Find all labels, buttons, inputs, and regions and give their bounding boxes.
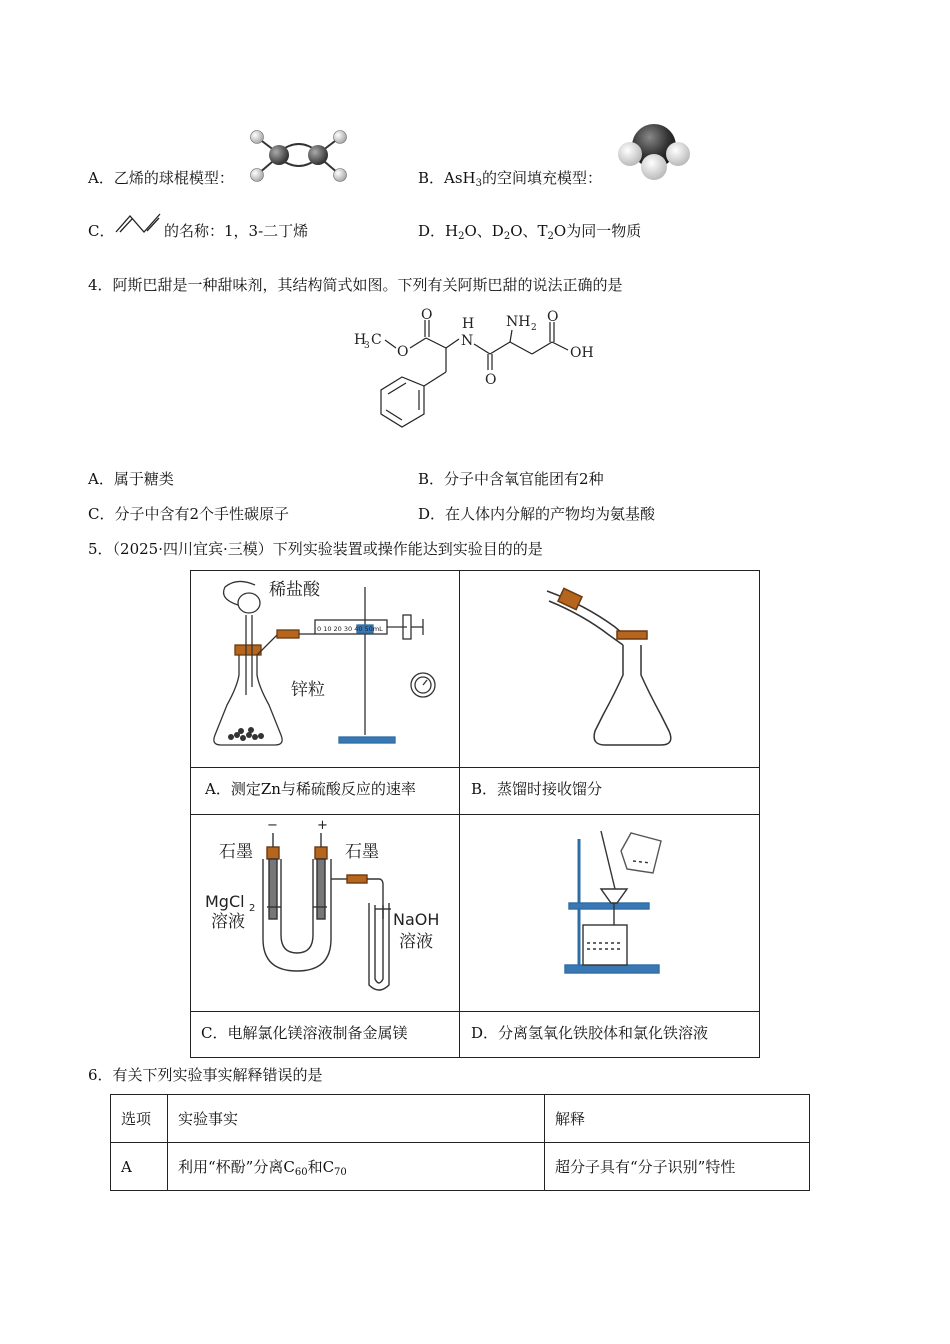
- svg-text:C: C: [371, 332, 382, 348]
- q3-option-c: C．: [88, 222, 115, 240]
- panel-c-electrolysis-apparatus: [197, 819, 455, 1007]
- svg-text:2: 2: [531, 323, 537, 333]
- aspartame-structure: [352, 306, 612, 434]
- svg-text:O: O: [485, 372, 497, 388]
- svg-text:OH: OH: [570, 345, 594, 361]
- svg-text:锌粒: 锌粒: [291, 680, 325, 700]
- svg-text:2: 2: [249, 903, 256, 914]
- table-header-cell: 解释: [545, 1095, 810, 1143]
- svg-text:−: −: [267, 819, 278, 833]
- svg-text:O: O: [421, 307, 433, 323]
- caption-a: A．测定Zn与稀硫酸反应的速率: [205, 780, 416, 798]
- q6-stem: 6．有关下列实验事实解释错误的是: [88, 1066, 323, 1084]
- svg-text:NaOH: NaOH: [393, 910, 440, 929]
- svg-text:MgCl: MgCl: [205, 892, 245, 911]
- q3-option-d: D．$H_2O$、$D_2O$、$T_2O$为同一物质: [418, 222, 642, 242]
- butadiene-skeletal-formula: [114, 210, 164, 234]
- svg-text:稀盐酸: 稀盐酸: [269, 580, 320, 600]
- svg-text:0 10 20 30 40 50mL: 0 10 20 30 40 50mL: [317, 625, 383, 633]
- svg-text:NH: NH: [506, 314, 531, 330]
- svg-text:溶液: 溶液: [399, 932, 433, 952]
- table-cell-option: A: [111, 1143, 168, 1191]
- q4-option-d: D．在人体内分解的产物均为氨基酸: [418, 505, 656, 523]
- grid-divider: [191, 814, 759, 815]
- q4-stem: 4．阿斯巴甜是一种甜味剂，其结构简式如图。下列有关阿斯巴甜的说法正确的是: [88, 276, 623, 294]
- q4-option-b: B．分子中含氧官能团有2种: [418, 470, 604, 488]
- panel-a-reaction-rate-apparatus: [197, 575, 455, 763]
- svg-text:溶液: 溶液: [211, 912, 245, 932]
- svg-text:3: 3: [364, 341, 370, 351]
- svg-text:石墨: 石墨: [219, 842, 253, 862]
- svg-text:H: H: [354, 332, 367, 348]
- q6-table: [110, 1094, 810, 1191]
- svg-text:O: O: [397, 344, 409, 360]
- table-header-cell: 选项: [111, 1095, 168, 1143]
- table-header-row: [111, 1095, 810, 1143]
- panel-b-distillation-receiver: [465, 575, 755, 763]
- table-header-cell: 实验事实: [168, 1095, 545, 1143]
- q5-stem: 5．（2025·四川宜宾·三模）下列实验装置或操作能达到实验目的的是: [88, 540, 543, 558]
- panel-d-filtration-apparatus: [465, 819, 755, 1007]
- q3-option-c-text: 的名称：1，3-二丁烯: [164, 222, 309, 240]
- ethylene-ball-stick-model: [246, 128, 352, 186]
- table-cell-fact: 利用“杯酚”分离$C_{60}$和$C_{70}$: [168, 1143, 545, 1191]
- ash3-space-filling-model: [616, 122, 692, 184]
- q4-option-c: C．分子中含有2个手性碳原子: [88, 505, 290, 523]
- grid-divider: [191, 767, 759, 768]
- caption-b: B．蒸馏时接收馏分: [471, 780, 603, 798]
- q3-option-a: A．乙烯的球棍模型：: [88, 169, 234, 187]
- svg-text:O: O: [547, 309, 559, 325]
- svg-text:N: N: [461, 333, 474, 349]
- svg-text:石墨: 石墨: [345, 842, 379, 862]
- q3-option-b: B．AsH$_3$的空间填充模型：: [418, 169, 603, 189]
- caption-c: C．电解氯化镁溶液制备金属镁: [201, 1024, 408, 1042]
- grid-divider: [191, 1011, 759, 1012]
- table-cell-explanation: 超分子具有“分子识别”特性: [545, 1143, 810, 1191]
- svg-text:H: H: [462, 316, 475, 332]
- svg-text:+: +: [317, 819, 328, 833]
- q5-options-grid: [190, 570, 760, 1058]
- table-row: [111, 1143, 810, 1191]
- q4-option-a: A．属于糖类: [88, 470, 174, 488]
- caption-d: D．分离氢氧化铁胶体和氯化铁溶液: [471, 1024, 709, 1042]
